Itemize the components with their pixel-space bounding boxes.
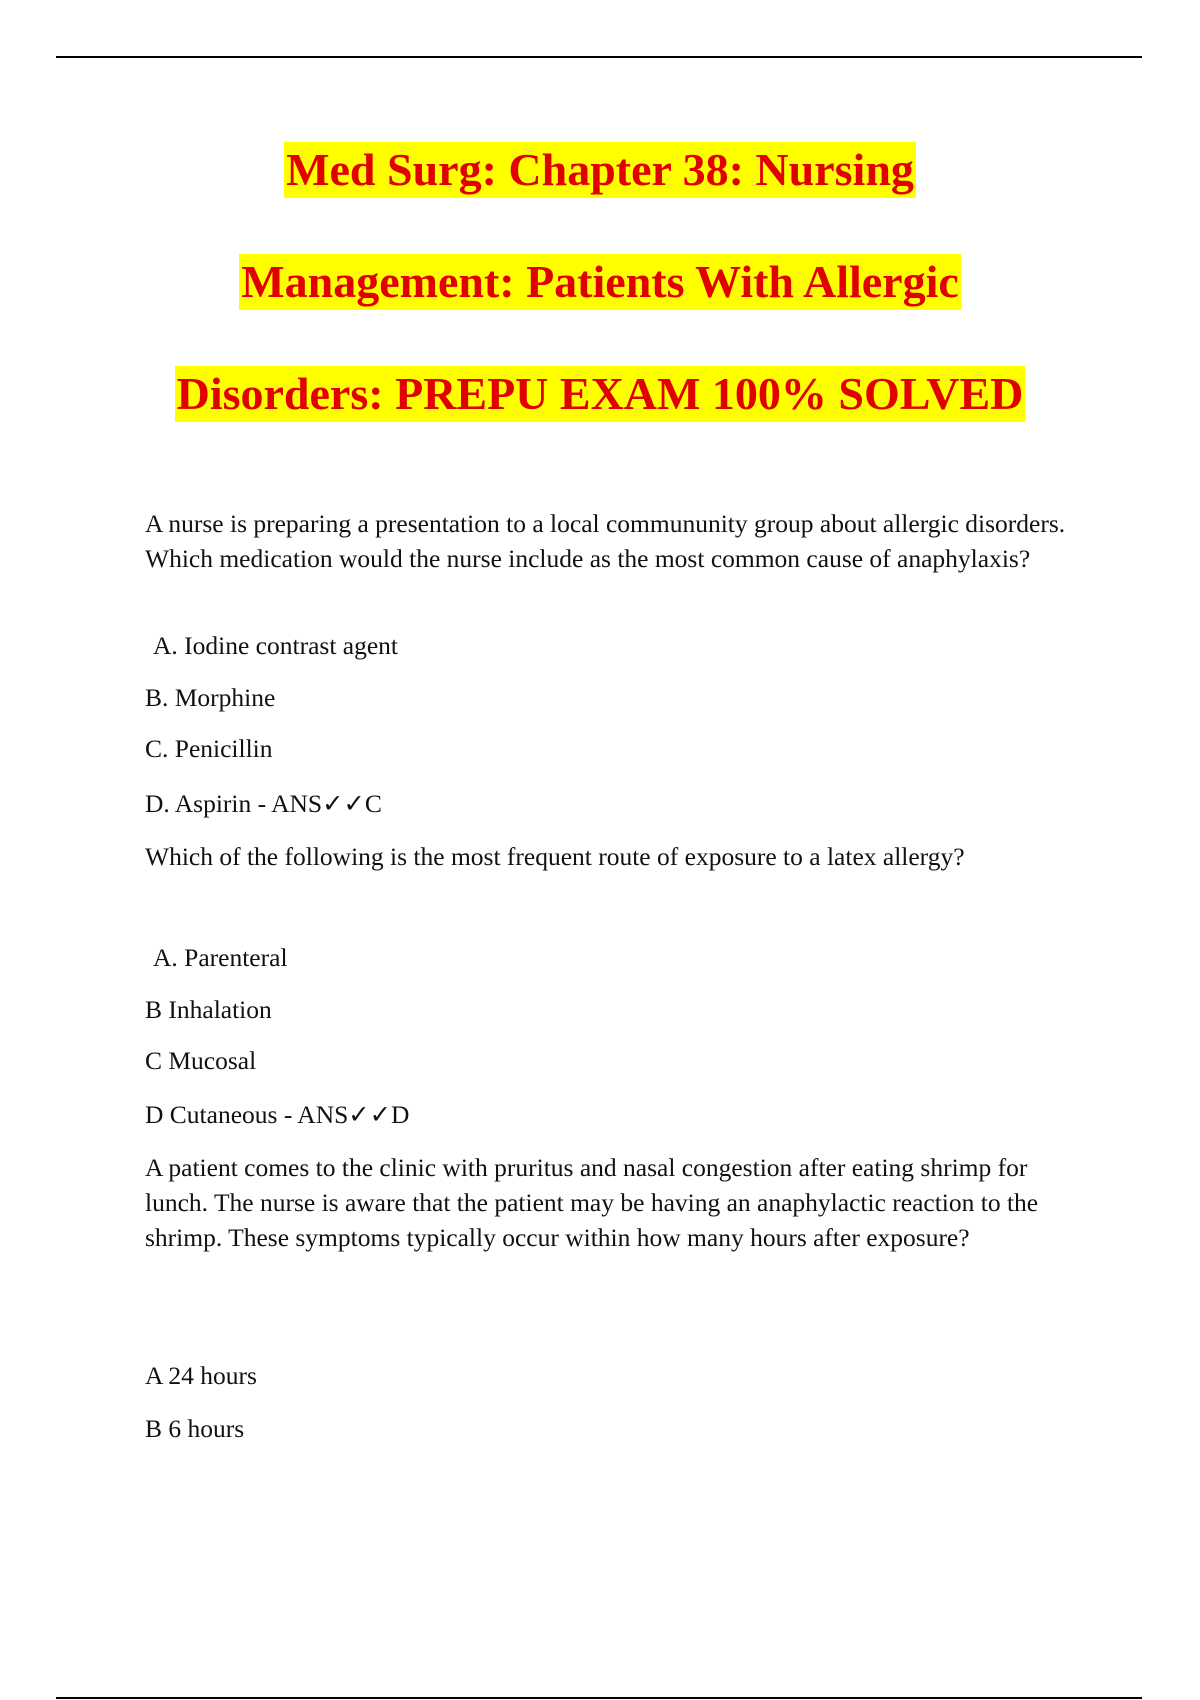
question-1-option-b: B. Morphine <box>145 683 276 712</box>
question-1-option-d-answer: D. Aspirin - ANS✓✓C <box>145 789 382 818</box>
top-rule <box>56 56 1142 58</box>
title-line-1: Med Surg: Chapter 38: Nursing <box>284 142 916 198</box>
question-3-option-a: A 24 hours <box>145 1361 257 1390</box>
question-1-option-c: C. Penicillin <box>145 734 273 763</box>
question-1-option-a: A. Iodine contrast agent <box>153 631 399 660</box>
question-2-option-a: A. Parenteral <box>153 943 288 972</box>
question-3-stem: A patient comes to the clinic with pruritus and nasal congestion after eating shrimp for lunch. The nurse is aware that the patient may be having an anaphylactic reaction to the shrimp. These symptoms typically occur within how many hours after exposure? <box>145 1153 1039 1252</box>
question-2-option-b: B Inhalation <box>145 995 272 1024</box>
question-3-option-b: B 6 hours <box>145 1414 245 1443</box>
question-2-stem: Which of the following is the most frequent route of exposure to a latex allergy? <box>145 842 965 871</box>
document-title <box>0 142 1200 478</box>
question-2-option-c: C Mucosal <box>145 1046 257 1075</box>
bottom-rule <box>56 1697 1142 1699</box>
title-line-2: Management: Patients With Allergic <box>239 254 961 310</box>
question-1-stem: A nurse is preparing a presentation to a local commununity group about allergic disorders. Which medication would the nurse include as the most common cause of anaphylaxis? <box>145 509 1066 573</box>
title-line <box>0 254 1200 366</box>
title-line-3: Disorders: PREPU EXAM 100% SOLVED <box>175 366 1026 422</box>
title-line <box>0 142 1200 254</box>
title-line <box>0 366 1200 478</box>
question-2-option-d-answer: D Cutaneous - ANS✓✓D <box>145 1100 410 1129</box>
